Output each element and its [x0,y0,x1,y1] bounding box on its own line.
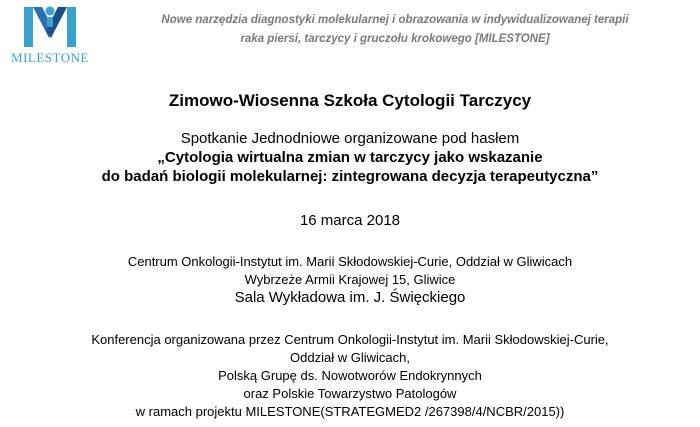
milestone-logo [4,4,96,68]
organizers-line-3: Polską Grupę ds. Nowotworów Endokrynnych [218,368,482,383]
organizers-line-1: Konferencja organizowana przez Centrum Onkologii-Instytut im. Marii Skłodowskiej-Curie, [91,332,609,347]
logo-wordmark: MILESTONE [11,50,89,65]
venue-institution: Centrum Onkologii-Instytut im. Marii Skłodowskiej-Curie, Oddział w Gliwicach [127,254,573,269]
organizers-line-2: Oddział w Gliwicach, [290,350,410,365]
project-header-line-2: raka piersi, tarczycy i gruczołu krokowego [MILESTONE] [240,33,550,45]
project-header-line-1: Nowe narzędzia diagnostyki molekularnej i obrazowania w indywidualizowanej terapii [161,14,629,26]
venue-address: Wybrzeże Armii Krajowej 15, Gliwice [244,272,456,287]
event-motto-line-1: „Cytologia wirtualna zmian w tarczycy jako wskazanie [157,149,543,166]
school-title: Zimowo-Wiosenna Szkoła Cytologii Tarczycy [168,91,532,110]
event-intro: Spotkanie Jednodniowe organizowane pod hasłem [180,130,520,147]
event-motto-line-2: do badań biologii molekularnej: zintegrowana decyzja terapeutyczna” [101,168,599,185]
organizers-line-5: w ramach projektu MILESTONE(STRATEGMED2 /267398/4/NCBR/2015)) [135,404,565,419]
milestone-m-icon [22,4,78,50]
organizers-line-4: oraz Polskie Towarzystwo Patologów [243,386,457,401]
venue-hall: Sala Wykładowa im. J. Święckiego [234,289,466,306]
event-date: 16 marca 2018 [299,212,401,229]
